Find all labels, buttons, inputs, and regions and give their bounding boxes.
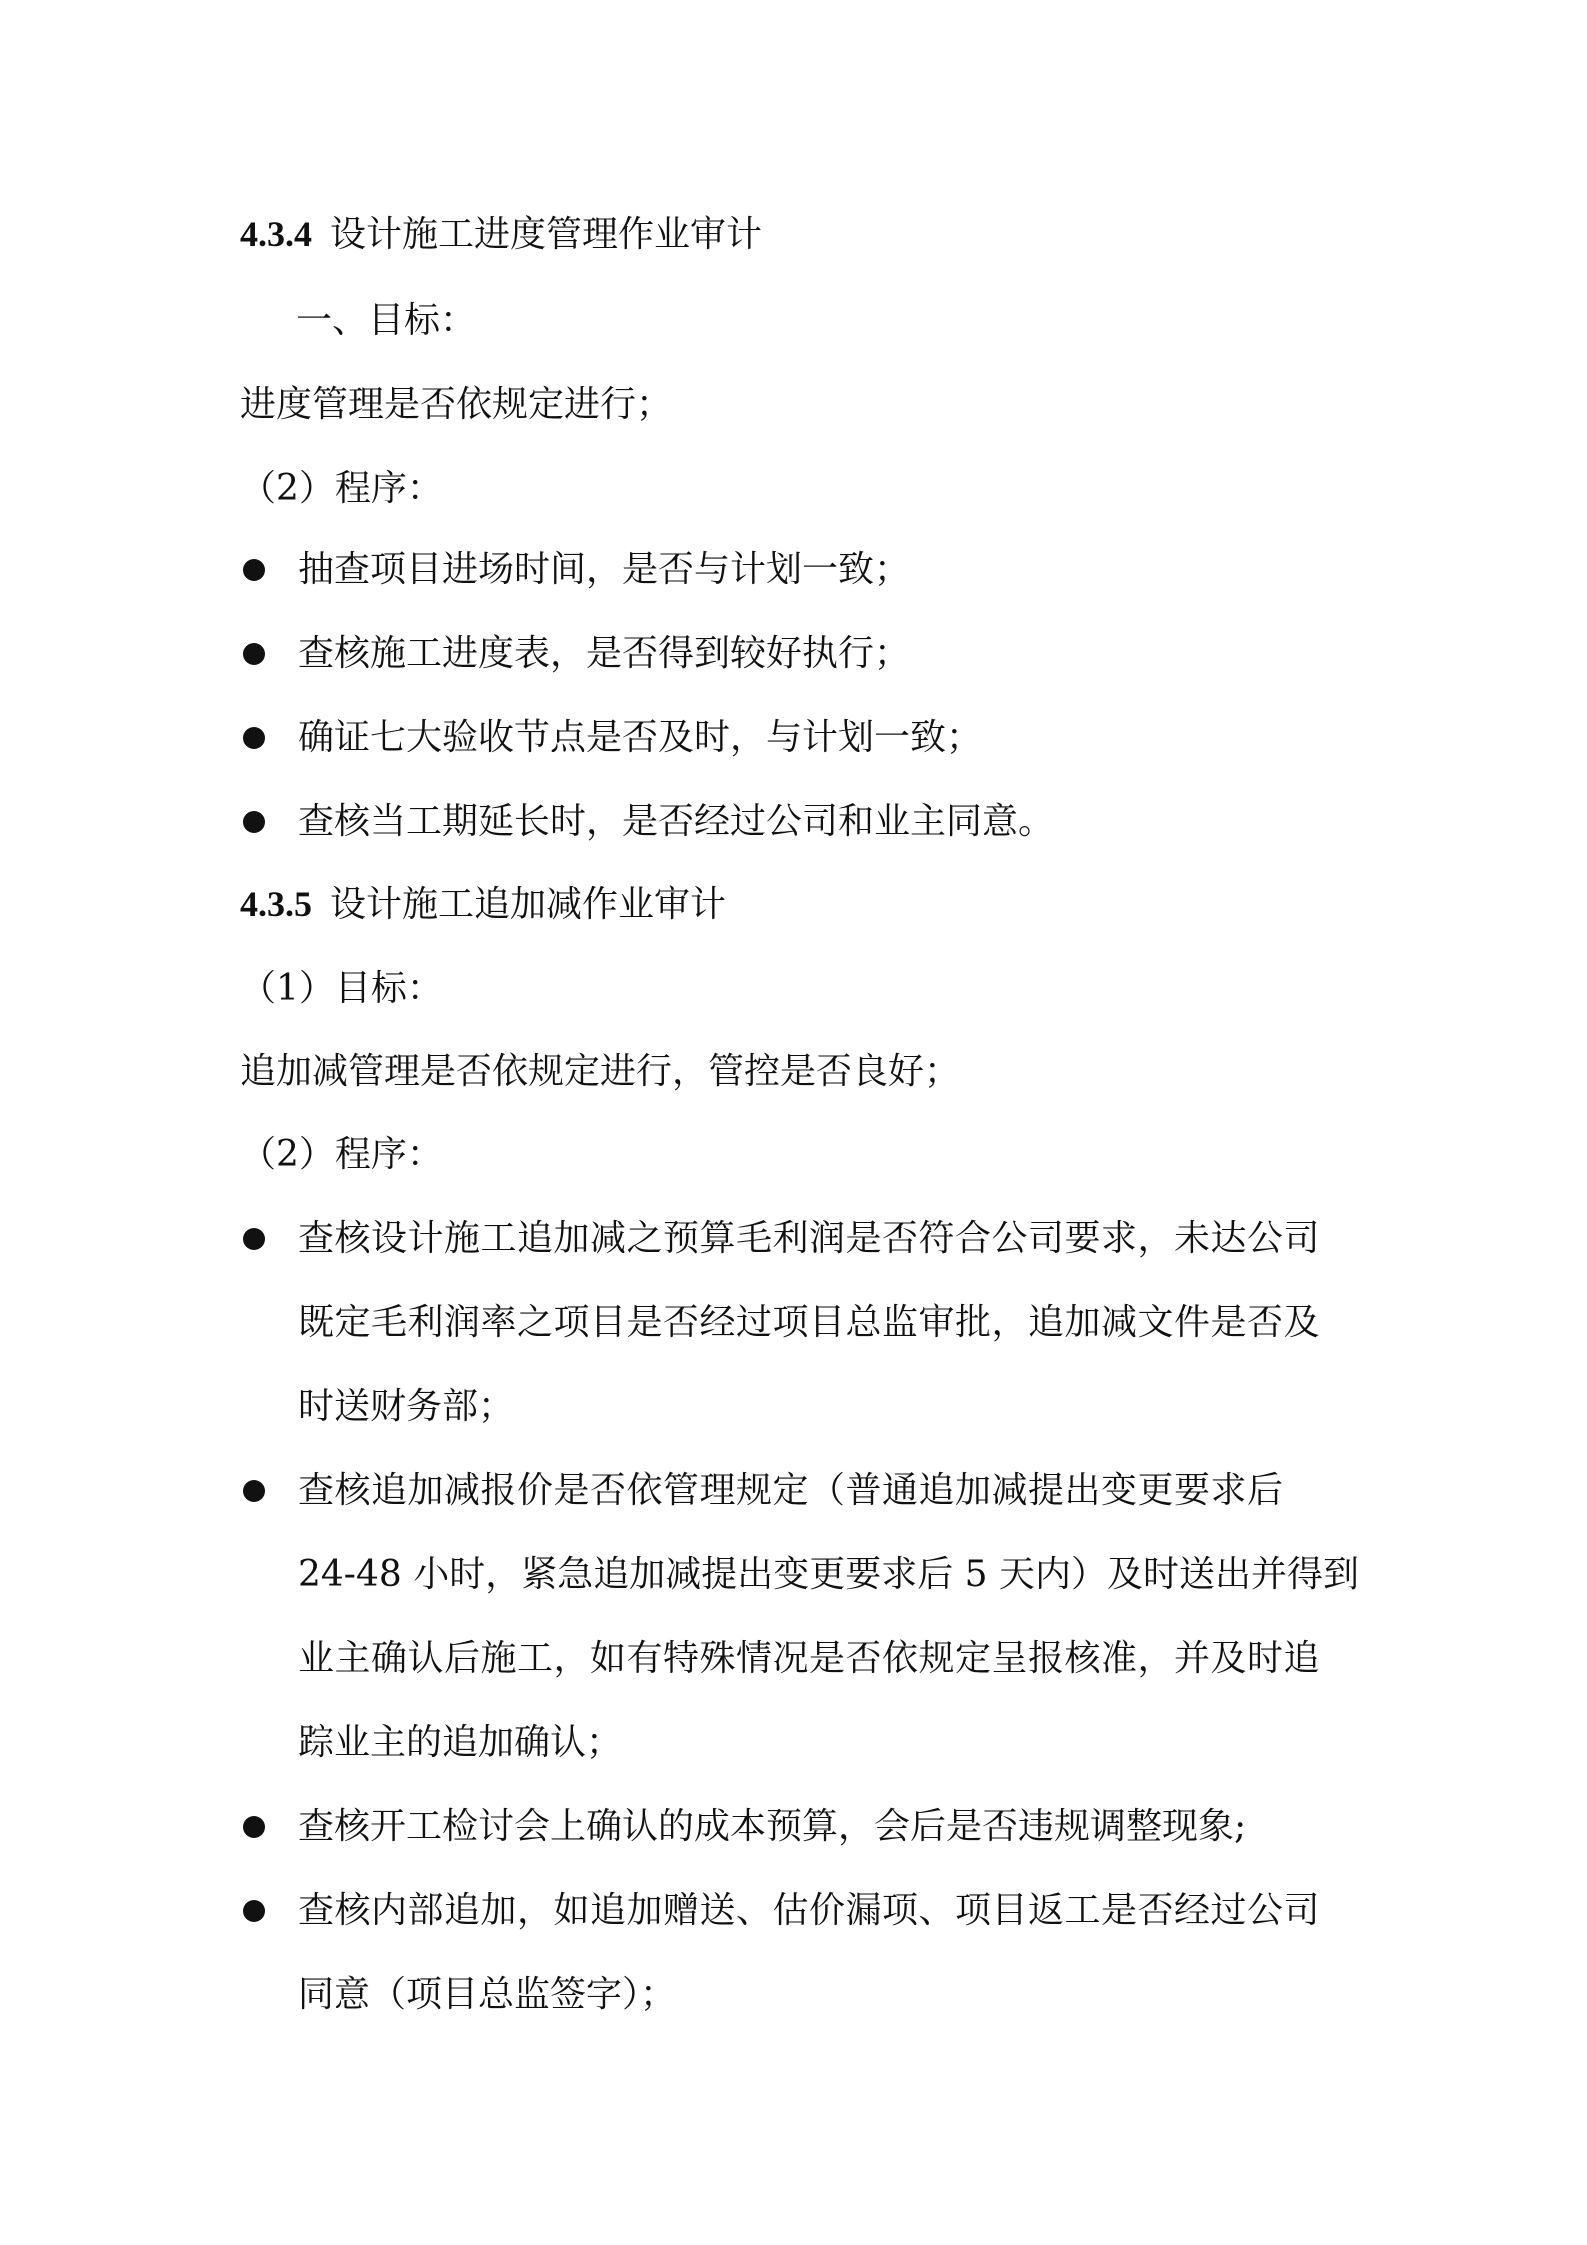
bullet-icon: [243, 727, 265, 749]
list-item-line: 查核内部追加，如追加赠送、估价漏项、项目返工是否经过公司: [298, 1890, 1321, 1931]
bullet-icon: [243, 811, 265, 833]
procedure-label: （2）程序：: [240, 1134, 443, 1175]
bullet-icon: [243, 559, 265, 581]
list-item-line: 踪业主的追加确认；: [298, 1722, 623, 1763]
section-number: 4.3.4: [240, 214, 312, 254]
procedure-label: （2）程序：: [240, 468, 443, 509]
goal-label: （1）目标：: [240, 968, 443, 1009]
section-heading-4-3-4: [240, 210, 762, 259]
list-item-line: 既定毛利润率之项目是否经过项目总监审批，追加减文件是否及: [298, 1302, 1321, 1343]
list-item: 查核施工进度表，是否得到较好执行；: [298, 633, 911, 674]
goal-text: 进度管理是否依规定进行；: [240, 384, 673, 425]
goal-text: 追加减管理是否依规定进行，管控是否良好；: [240, 1051, 961, 1092]
list-item-line: 查核设计施工追加减之预算毛利润是否符合公司要求，未达公司: [298, 1218, 1321, 1259]
section-title: 设计施工进度管理作业审计: [330, 214, 763, 255]
list-item-line: 同意（项目总监签字）；: [298, 1974, 677, 2015]
bullet-icon: [243, 1816, 265, 1838]
list-item-line: 业主确认后施工，如有特殊情况是否依规定呈报核准，并及时追: [298, 1638, 1321, 1679]
section-title: 设计施工追加减作业审计: [330, 884, 727, 925]
section-number: 4.3.5: [240, 884, 312, 924]
list-item: 确证七大验收节点是否及时，与计划一致；: [298, 717, 983, 758]
list-item-line: 24-48 小时，紧急追加减提出变更要求后 5 天内）及时送出并得到: [298, 1554, 1360, 1595]
goal-label: 一、目标：: [296, 300, 477, 341]
list-item: 抽查项目进场时间，是否与计划一致；: [298, 549, 911, 590]
list-item-line: 查核追加减报价是否依管理规定（普通追加减提出变更要求后: [298, 1470, 1284, 1511]
list-item-line: 时送财务部；: [298, 1386, 515, 1427]
bullet-icon: [243, 643, 265, 665]
list-item-line: 查核开工检讨会上确认的成本预算，会后是否违规调整现象;: [298, 1806, 1247, 1847]
section-heading-4-3-5: [240, 880, 726, 929]
bullet-icon: [243, 1228, 265, 1250]
bullet-icon: [243, 1480, 265, 1502]
list-item: 查核当工期延长时，是否经过公司和业主同意。: [298, 801, 1055, 842]
bullet-icon: [243, 1900, 265, 1922]
